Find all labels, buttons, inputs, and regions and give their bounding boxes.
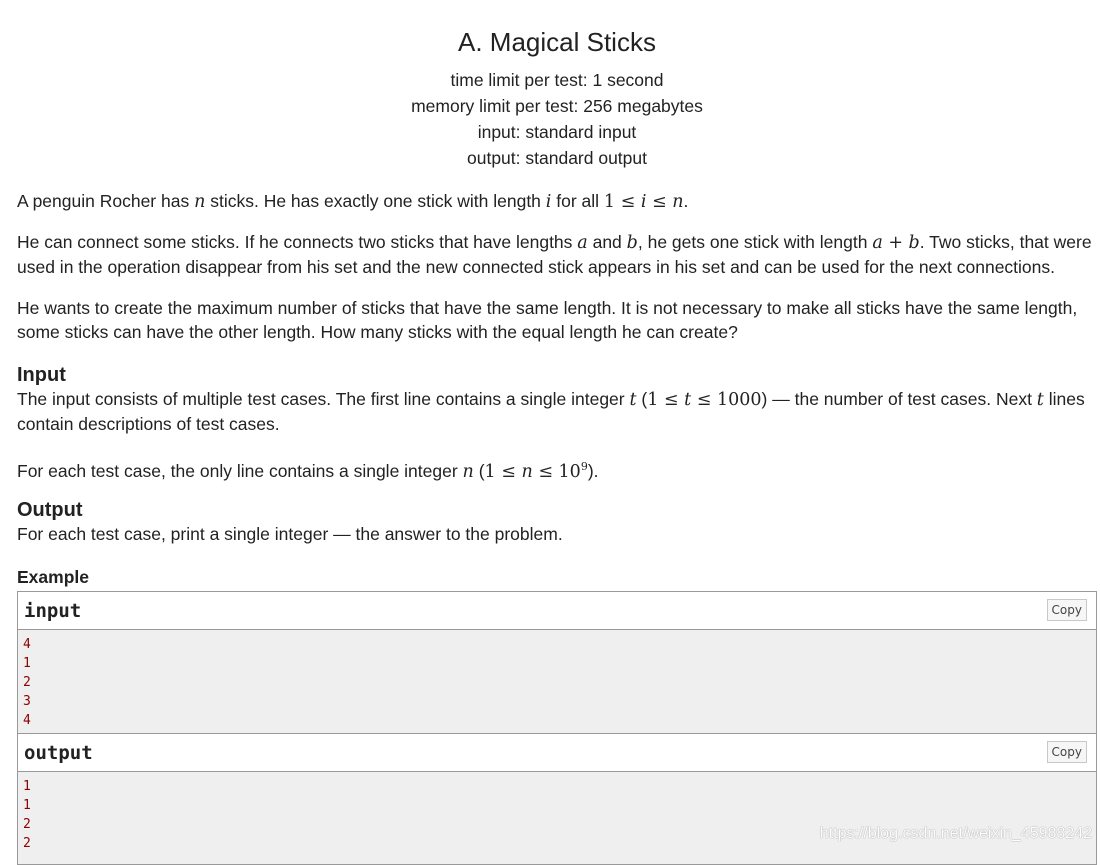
example-input-content <box>18 630 1096 730</box>
input-paragraph-1: The input consists of multiple test cases. The first line contains a single integer t (1 ≤ t ≤ 1000) — the number of test cases. Next t lines contain descriptions of test cases. <box>17 389 1085 434</box>
example-input-label: input <box>24 600 82 622</box>
output-line: 2 <box>23 817 31 832</box>
example-title: Example <box>17 567 89 587</box>
copy-input-button[interactable]: Copy <box>1047 599 1087 621</box>
output-line: 1 <box>23 779 31 794</box>
statement-paragraph-1: A penguin Rocher has n sticks. He has exactly one stick with length i for all 1 ≤ i ≤ n. <box>17 191 689 212</box>
statement-paragraph-2: He can connect some sticks. If he connects two sticks that have lengths a and b, he gets one stick with length a + b. Two sticks, that were used in the operation disappear from his set and the new connected stick appears in his set and can be used for the next connections. <box>17 232 1092 277</box>
input-line: 4 <box>23 637 31 652</box>
example-input-header <box>18 592 1096 630</box>
math-n: n <box>194 192 206 212</box>
problem-header <box>17 0 1097 171</box>
output-line: 1 <box>23 798 31 813</box>
input-line: 3 <box>23 694 31 709</box>
output-section-title: Output <box>17 499 83 521</box>
example-input-box <box>17 591 1097 734</box>
time-limit: time limit per test: 1 second <box>450 70 664 90</box>
math-a: a <box>577 233 588 253</box>
memory-limit: memory limit per test: 256 megabytes <box>411 96 703 116</box>
input-spec: input: standard input <box>477 122 637 142</box>
example-output-label: output <box>24 742 93 764</box>
output-line: 2 <box>23 836 31 851</box>
input-line: 4 <box>23 713 31 728</box>
output-paragraph-1: For each test case, print a single integer — the answer to the problem. <box>17 524 563 544</box>
problem-title: A. Magical Sticks <box>458 27 656 57</box>
input-paragraph-2: For each test case, the only line contains a single integer n $(1 \le n \le 10^9)$. <box>17 460 599 482</box>
input-line: 2 <box>23 675 31 690</box>
watermark: https://blog.csdn.net/weixin_45988242 <box>819 825 1092 842</box>
input-section-title: Input <box>17 364 66 386</box>
math-i: i <box>545 192 552 212</box>
copy-output-button[interactable]: Copy <box>1047 741 1087 763</box>
input-line: 1 <box>23 656 31 671</box>
output-spec: output: standard output <box>467 148 647 168</box>
statement-paragraph-3: He wants to create the maximum number of sticks that have the same length. It is not necessary to make all sticks have the same length, some sticks can have the other length. How many sticks with the equal length he can create? <box>17 298 1078 342</box>
example-output-box <box>17 733 1097 865</box>
example-output-header <box>18 734 1096 772</box>
math-b: b <box>626 233 638 253</box>
